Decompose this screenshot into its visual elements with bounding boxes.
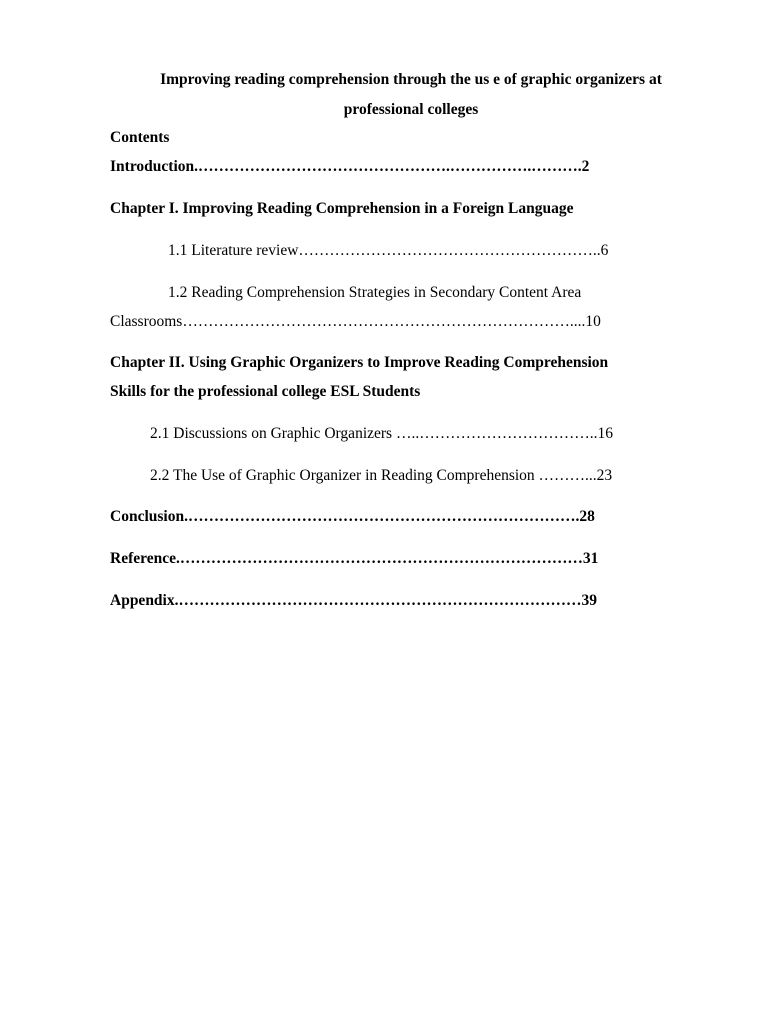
toc-introduction: Introduction.………………………………………….…………….……….2 bbox=[110, 158, 590, 175]
toc-item-2-1: 2.1 Discussions on Graphic Organizers …..……………………………..16 bbox=[150, 425, 613, 442]
toc-chapter-2-line-2: Skills for the professional college ESL Students bbox=[110, 383, 421, 400]
toc-item-1-2-line-1: 1.2 Reading Comprehension Strategies in Secondary Content Area bbox=[168, 284, 582, 301]
toc-item-1-1: 1.1 Literature review…………………………………………………..6 bbox=[168, 242, 609, 259]
toc-item-1-2-line-2: Classrooms…………………………………………………………………....10 bbox=[110, 313, 601, 330]
contents-heading: Contents bbox=[110, 129, 170, 146]
document-title-line-1: Improving reading comprehension through the us e of graphic organizers at bbox=[160, 71, 662, 88]
toc-item-2-2: 2.2 The Use of Graphic Organizer in Reading Comprehension ………...23 bbox=[150, 467, 613, 484]
document-title-line-2: professional colleges bbox=[343, 101, 479, 118]
toc-chapter-2-line-1: Chapter II. Using Graphic Organizers to Improve Reading Comprehension bbox=[110, 354, 609, 371]
toc-appendix: Appendix.……………………………………………………………………39 bbox=[110, 592, 597, 609]
toc-conclusion: Conclusion.………………………………………………………………….28 bbox=[110, 508, 595, 525]
toc-reference: Reference.……………………………………………………………………31 bbox=[110, 550, 599, 567]
toc-chapter-1-heading: Chapter I. Improving Reading Comprehension in a Foreign Language bbox=[110, 200, 574, 217]
